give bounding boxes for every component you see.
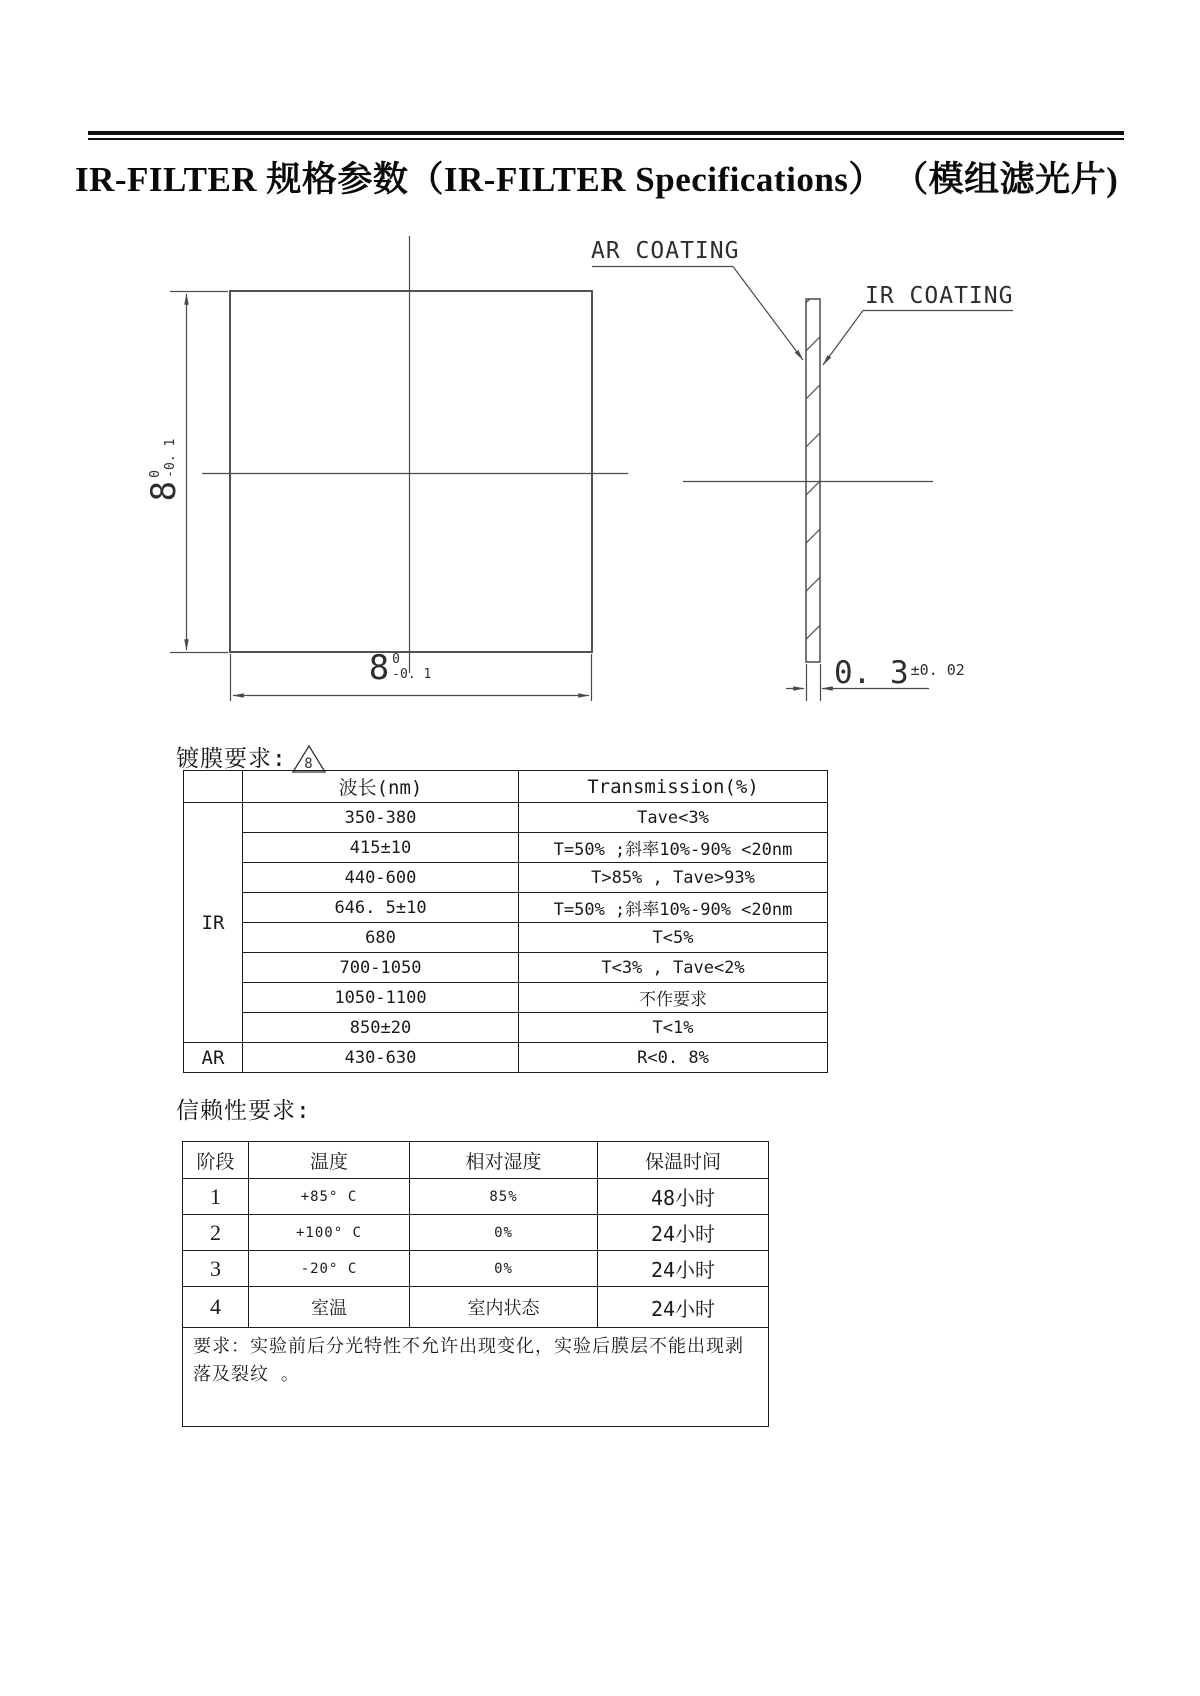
transmission-cell: R<0. 8%	[519, 1043, 828, 1073]
reliability-header-row	[183, 1142, 769, 1179]
coating-header-row	[184, 771, 828, 803]
rel-header-stage: 阶段	[183, 1142, 249, 1179]
thickness-dimension	[834, 655, 965, 691]
front-width-dimension	[352, 648, 448, 688]
table-row	[183, 1251, 769, 1287]
page-title: IR-FILTER 规格参数（IR-FILTER Specifications） （模组滤光片)	[75, 160, 1119, 199]
svg-text:8: 8	[304, 756, 314, 772]
transmission-cell: T=50% ;斜率10%-90% <20nm	[519, 833, 828, 863]
wavelength-cell: 646. 5±10	[243, 893, 519, 923]
ir-leader-line	[823, 311, 863, 366]
table-row	[183, 1179, 769, 1215]
table-row	[184, 803, 828, 833]
duration-cell: 24小时	[598, 1251, 769, 1287]
height-dim-tolerance: 0 -0. 1	[148, 438, 178, 478]
transmission-cell: T=50% ;斜率10%-90% <20nm	[519, 893, 828, 923]
table-row	[184, 1013, 828, 1043]
coating-table	[183, 770, 828, 1073]
table-row	[184, 893, 828, 923]
table-row	[183, 1287, 769, 1328]
width-dim-tolerance: 0 -0. 1	[392, 652, 432, 682]
wavelength-cell: 850±20	[243, 1013, 519, 1043]
thickness-tolerance: ±0. 02	[910, 661, 965, 679]
reliability-section-heading: 信赖性要求:	[176, 1098, 311, 1124]
humidity-cell: 0%	[410, 1251, 598, 1287]
stage-cell: 2	[183, 1215, 249, 1251]
technical-drawing-canvas	[0, 0, 1200, 740]
stage-cell: 1	[183, 1179, 249, 1215]
ir-coating-label: IR COATING	[865, 283, 1014, 309]
temperature-cell: +85° C	[249, 1179, 410, 1215]
humidity-cell: 0%	[410, 1215, 598, 1251]
rel-header-duration: 保温时间	[598, 1142, 769, 1179]
transmission-cell: T<3% , Tave<2%	[519, 953, 828, 983]
reliability-table	[182, 1141, 769, 1427]
group-label-ir: IR	[184, 803, 243, 1043]
wavelength-cell: 440-600	[243, 863, 519, 893]
wavelength-cell: 680	[243, 923, 519, 953]
reliability-note: 要求：实验前后分光特性不允许出现变化，实验后膜层不能出现剥落及裂纹 。	[183, 1328, 769, 1427]
transmission-cell: Tave<3%	[519, 803, 828, 833]
table-row	[184, 983, 828, 1013]
duration-cell: 48小时	[598, 1179, 769, 1215]
transmission-cell: T<1%	[519, 1013, 828, 1043]
coating-section-heading: 镀膜要求: 8	[176, 740, 327, 773]
wavelength-cell: 415±10	[243, 833, 519, 863]
duration-cell: 24小时	[598, 1215, 769, 1251]
transmission-cell: T>85% , Tave>93%	[519, 863, 828, 893]
table-note-row	[183, 1328, 769, 1427]
ar-coating-label: AR COATING	[591, 238, 740, 264]
table-row	[184, 923, 828, 953]
temperature-cell: +100° C	[249, 1215, 410, 1251]
table-row	[183, 1215, 769, 1251]
table-row	[184, 953, 828, 983]
temperature-cell: -20° C	[249, 1251, 410, 1287]
header-double-rule	[88, 131, 1124, 140]
wavelength-cell: 700-1050	[243, 953, 519, 983]
side-view-filter-profile	[806, 299, 820, 662]
temperature-cell: 室温	[249, 1287, 410, 1328]
ar-leader-line	[733, 267, 803, 361]
wavelength-cell: 430-630	[243, 1043, 519, 1073]
group-label-ar: AR	[184, 1043, 243, 1073]
rel-header-humidity: 相对湿度	[410, 1142, 598, 1179]
table-row	[184, 1043, 828, 1073]
stage-cell: 4	[183, 1287, 249, 1328]
coating-header-wavelength: 波长(nm)	[243, 771, 519, 803]
transmission-cell: T<5%	[519, 923, 828, 953]
coating-header-transmission: Transmission(%)	[519, 771, 828, 803]
rel-header-temperature: 温度	[249, 1142, 410, 1179]
table-row	[184, 863, 828, 893]
stage-cell: 3	[183, 1251, 249, 1287]
coating-header-empty	[184, 771, 243, 803]
humidity-cell: 85%	[410, 1179, 598, 1215]
table-row	[184, 833, 828, 863]
wavelength-cell: 1050-1100	[243, 983, 519, 1013]
wavelength-cell: 350-380	[243, 803, 519, 833]
width-dim-value: 8	[368, 648, 390, 688]
thickness-value: 0. 3	[834, 655, 909, 691]
front-view-outline	[230, 291, 592, 652]
front-height-dimension	[138, 424, 190, 516]
humidity-cell: 室内状态	[410, 1287, 598, 1328]
duration-cell: 24小时	[598, 1287, 769, 1328]
transmission-cell: 不作要求	[519, 983, 828, 1013]
height-dim-value: 8	[144, 480, 184, 502]
